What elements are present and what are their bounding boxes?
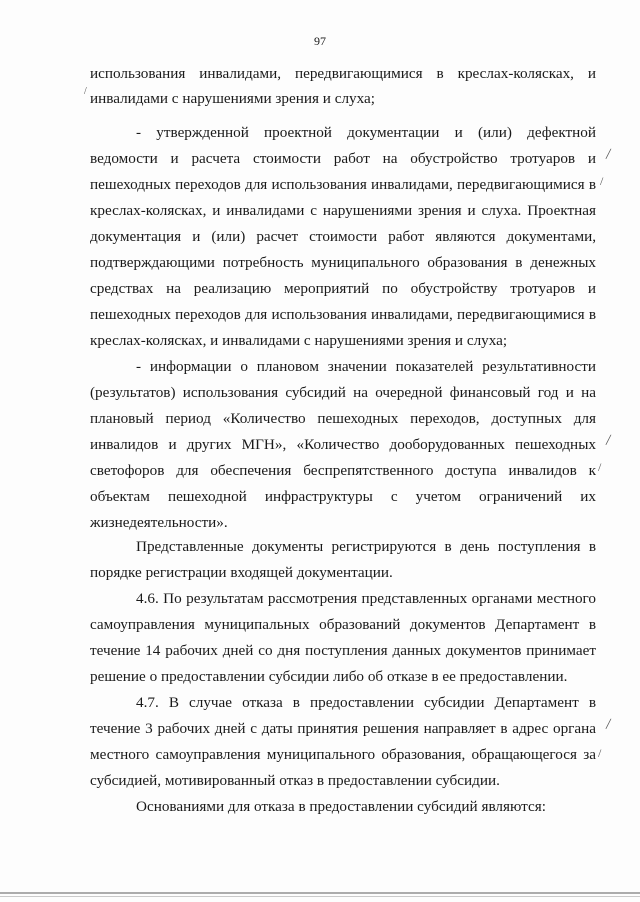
text-line: креслах-колясках, и инвалидами с нарушениями зрения и слуха; (90, 332, 508, 349)
text-line: - утвержденной проектной документации и (или) дефектной (136, 124, 596, 141)
text-line: (результатов) использования субсидий на очередной финансовый год и на (90, 384, 596, 401)
text-line: средствах на реализацию мероприятий по обустройству тротуаров и (90, 280, 596, 297)
text-line: ведомости и расчета стоимости работ на обустройство тротуаров и (90, 150, 596, 167)
text-line: субсидией, мотивированный отказ в предоставлении субсидии. (90, 772, 500, 789)
text-line: пешеходных переходов для использования инвалидами, передвигающимися в (90, 306, 596, 323)
text-line: светофоров для обеспечения беспрепятственного доступа инвалидов к (90, 462, 596, 479)
text-line: течение 3 рабочих дней с даты принятия решения направляет в адрес органа (90, 720, 596, 737)
text-line: инвалидов и других МГН», «Количество дооборудованных пешеходных (90, 436, 596, 453)
text-line: пешеходных переходов для использования инвалидами, передвигающимися в (90, 176, 596, 193)
margin-slash-mark: / (600, 174, 604, 188)
text-line: подтверждающими потребность муниципального образования в денежных (90, 254, 596, 271)
text-line: документация и (или) расчет стоимости работ являются документами, (90, 228, 596, 245)
text-line: течение 14 рабочих дней со дня поступления данных документов принимает (90, 642, 596, 659)
text-line: самоуправления муниципальных образований документов Департамент в (90, 616, 596, 633)
margin-dot-mark: / (84, 86, 87, 97)
text-line: решение о предоставлении субсидии либо об отказе в ее предоставлении. (90, 668, 568, 685)
text-line: инвалидами с нарушениями зрения и слуха; (90, 90, 375, 107)
text-line: 4.6. По результатам рассмотрения представленных органами местного (136, 590, 596, 607)
text-line: плановый период «Количество пешеходных переходов, доступных для (90, 410, 596, 427)
margin-slash-mark: / (598, 460, 602, 474)
text-line: 4.7. В случае отказа в предоставлении субсидии Департамент в (136, 694, 596, 711)
text-line: объектам пешеходной инфраструктуры с учетом ограничений их (90, 488, 596, 505)
text-line: Представленные документы регистрируются в день поступления в (136, 538, 596, 555)
margin-slash-mark: / (604, 145, 612, 164)
text-line: Основаниями для отказа в предоставлении субсидий являются: (136, 798, 546, 815)
margin-slash-mark: / (598, 746, 602, 760)
text-line: - информации о плановом значении показателей результативности (136, 358, 596, 375)
text-line: креслах-колясках, и инвалидами с нарушениями зрения и слуха. Проектная (90, 202, 596, 219)
text-line: использования инвалидами, передвигающимися в креслах-колясках, и (90, 65, 596, 82)
text-line: местного самоуправления муниципального образования, обращающегося за (90, 746, 596, 763)
text-line: порядке регистрации входящей документации. (90, 564, 393, 581)
margin-slash-mark: / (604, 715, 612, 734)
page-number: 97 (314, 34, 326, 48)
text-line: жизнедеятельности». (90, 514, 228, 531)
scan-edge-line (0, 892, 640, 894)
margin-slash-mark: / (604, 431, 612, 450)
scan-edge-line (0, 896, 640, 897)
